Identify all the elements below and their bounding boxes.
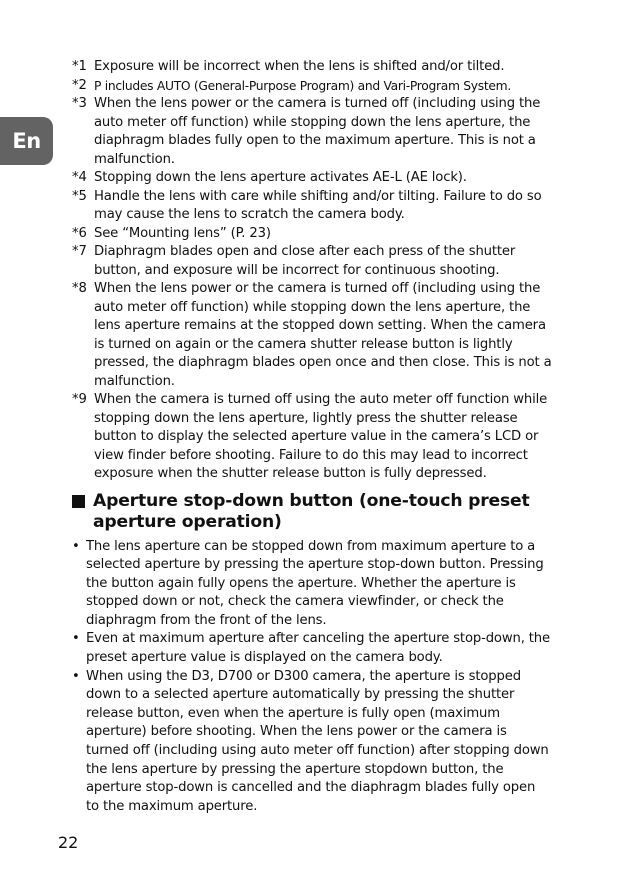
footnote-text: P includes AUTO (General-Purpose Program) and Vari-Program System. [94,78,511,93]
bullet-list [72,538,552,817]
section-heading [72,491,552,533]
footnote-1 [72,58,552,77]
bullet-item-3 [72,668,552,817]
footnote-text: When the camera is turned off using the auto meter off function while stopping down the lens aperture, lightly press the shutter release button to display the selected aperture value in the camera’s LCD or view finder before shooting. Failure to do this may lead to incorrect exposure when the shutter release button is fully depressed. [94,392,548,481]
language-tab: En [0,117,53,165]
footnote-marker: *3 [72,96,87,111]
footnote-marker: *6 [72,225,87,241]
footnote-5 [72,188,552,225]
bullet-text: Even at maximum aperture after canceling the aperture stop-down, the preset aperture value is displayed on the camera body. [86,631,550,666]
footnote-marker: *4 [72,170,87,185]
footnote-text: When the lens power or the camera is turned off (including using the auto meter off function) while stopping down the lens aperture, the lens aperture remains at the stopped down setting. When the camera is turned on again or the camera shutter release button is lightly pressed, the diaphragm blades open once and then close. This is not a malfunction. [94,281,552,389]
footnote-9 [72,391,552,484]
footnote-2 [72,77,552,96]
footnote-marker: *9 [72,392,87,407]
footnote-7 [72,243,552,280]
bullet-text: When using the D3, D700 or D300 camera, the aperture is stopped down to a selected aperture automatically by pressing the shutter release button, even when the aperture is fully open (maximum aperture) before shooting. When the lens power or the camera is turned off (including using auto meter off function) after stopping down the lens aperture by pressing the aperture stopdown button, the aperture stop-down is cancelled and the diaphragm blades fully open to the maximum aperture. [86,668,549,814]
footnote-text: Handle the lens with care while shifting and/or tilting. Failure to do so may cause the lens to scratch the camera body. [94,188,542,222]
page-content [72,58,552,816]
footnote-marker: *7 [72,244,87,259]
footnote-8 [72,280,552,391]
footnote-marker: *5 [72,188,87,204]
bullet-dot-icon: • [72,631,80,647]
bullet-text: The lens aperture can be stopped down from maximum aperture to a selected aperture by pressing the aperture stop-down button. Pressing the button again fully opens the aperture. Whether the aperture is stopped down or not, check the camera viewfinder, or check the diaphragm from the front of the lens. [86,538,544,628]
page-number: 22 [58,833,79,852]
footnote-text: Diaphragm blades open and close after each press of the shutter button, and exposure will be incorrect for continuous shooting. [94,244,516,278]
footnote-marker: *2 [72,77,87,93]
footnote-marker: *1 [72,59,87,74]
bullet-item-2 [72,630,552,667]
footnote-marker: *8 [72,281,87,296]
footnote-text: Exposure will be incorrect when the lens is shifted and/or tilted. [94,59,505,74]
footnote-6 [72,225,552,244]
footnote-text: See “Mounting lens” (P. 23) [94,225,271,241]
footnote-text: Stopping down the lens aperture activates AE-L (AE lock). [94,170,467,185]
section-heading-text: Aperture stop-down button (one-touch preset aperture operation) [93,490,530,532]
footnote-4 [72,169,552,188]
footnote-3 [72,95,552,169]
square-bullet-icon [72,495,85,508]
bullet-item-1 [72,538,552,631]
bullet-dot-icon: • [72,538,80,554]
footnotes-list [72,58,552,484]
footnote-text: When the lens power or the camera is turned off (including using the auto meter off function) while stopping down the lens aperture, the diaphragm blades fully open to the maximum aperture. This is not a malfunction. [94,96,541,167]
bullet-dot-icon: • [72,668,80,684]
